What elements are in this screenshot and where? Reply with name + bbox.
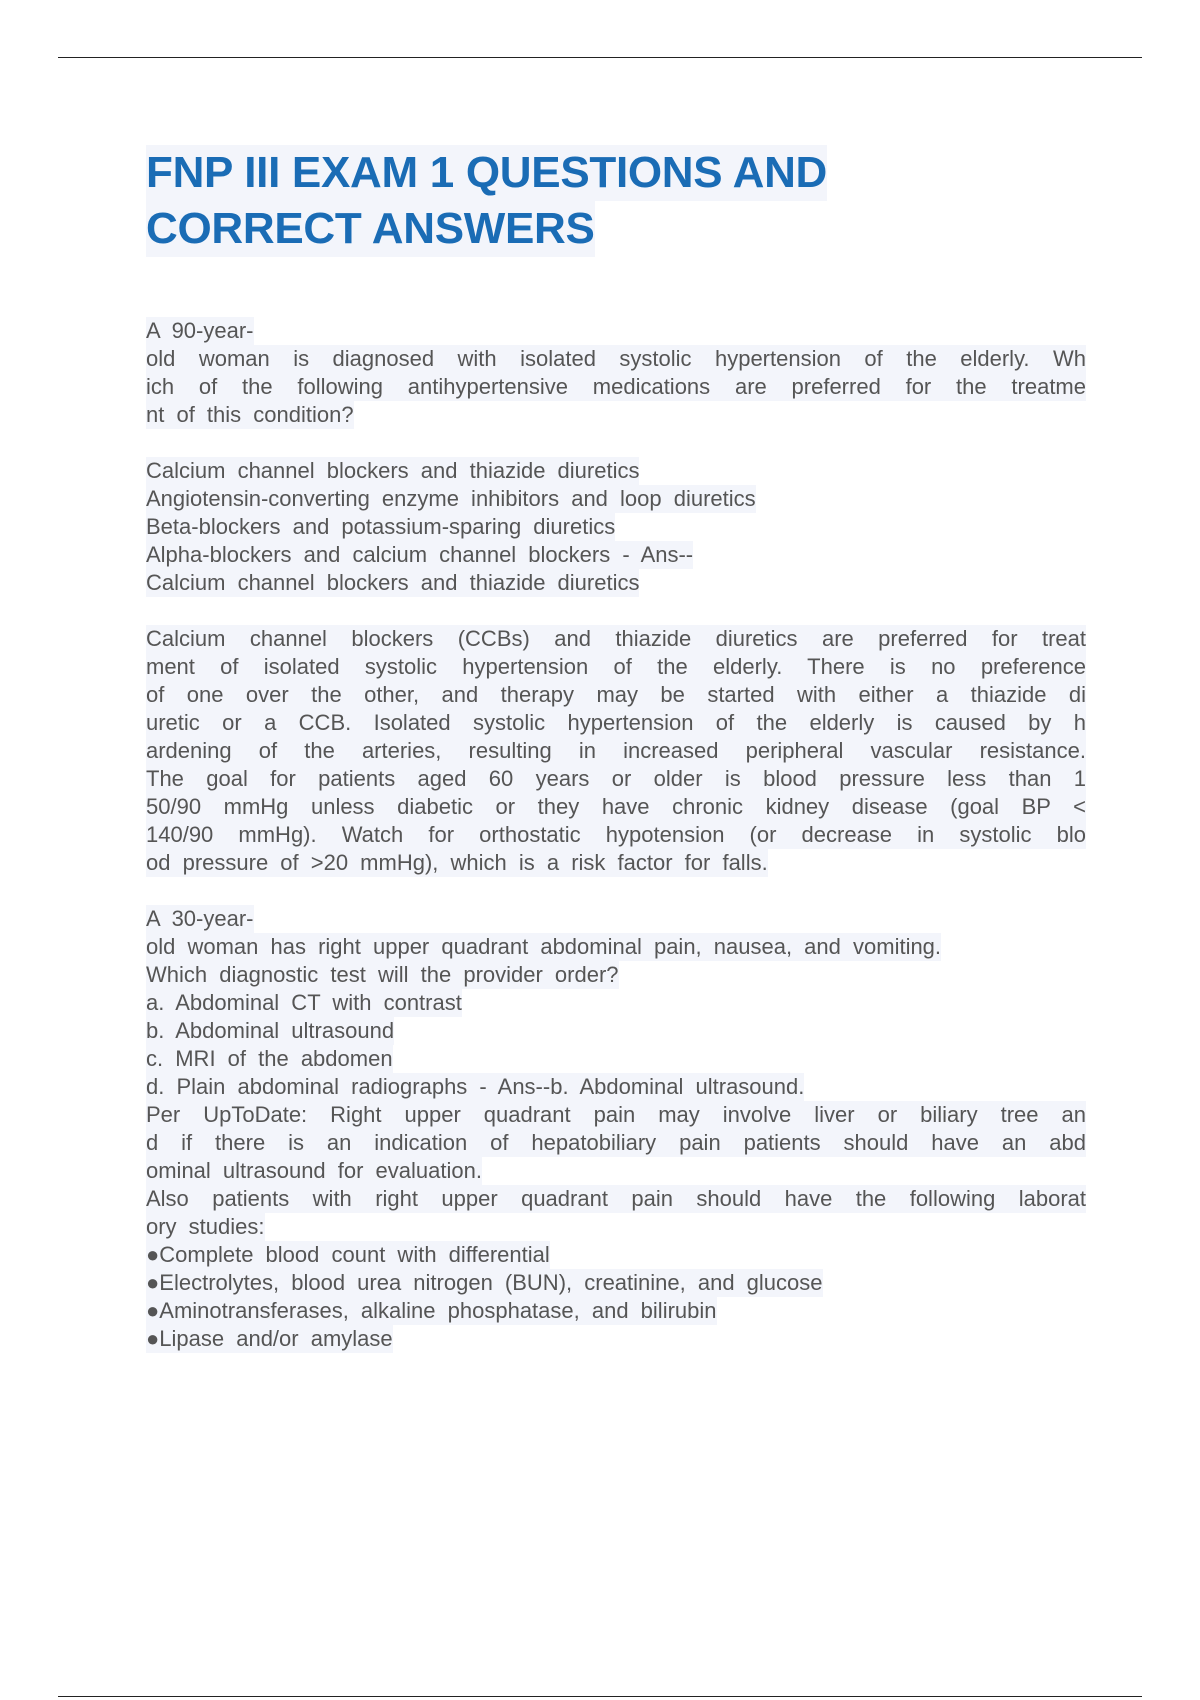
question-1-rationale-line: Calcium channel blockers (CCBs) and thiazide diuretics are preferred for treat <box>146 626 1086 651</box>
question-2-option: a. Abdominal CT with contrast <box>146 990 462 1015</box>
question-2-rationale-line: ory studies: <box>146 1214 265 1239</box>
title-line: FNP III EXAM 1 QUESTIONS AND <box>146 145 827 201</box>
question-2-line: A 30-year- <box>146 906 254 931</box>
footer-rule <box>58 1696 1142 1697</box>
question-1-rationale-line: ment of isolated systolic hypertension of the elderly. There is no preference <box>146 654 1086 679</box>
lab-study-item: ●Electrolytes, blood urea nitrogen (BUN), creatinine, and glucose <box>146 1270 823 1295</box>
question-1-line: nt of this condition? <box>146 402 354 427</box>
lab-study-item: ●Aminotransferases, alkaline phosphatase, and bilirubin <box>146 1298 717 1323</box>
question-1-rationale-line: 50/90 mmHg unless diabetic or they have chronic kidney disease (goal BP < <box>146 794 1086 819</box>
question-1-option: Calcium channel blockers and thiazide diuretics <box>146 458 640 483</box>
lab-study-item: ●Lipase and/or amylase <box>146 1326 393 1351</box>
question-2-rationale-line: Also patients with right upper quadrant pain should have the following laborat <box>146 1186 1086 1211</box>
question-2-rationale-line: d if there is an indication of hepatobiliary pain patients should have an abd <box>146 1130 1086 1155</box>
question-1 <box>146 317 1086 877</box>
question-2 <box>146 905 1086 1353</box>
question-1-rationale-line: of one over the other, and therapy may be started with either a thiazide di <box>146 682 1086 707</box>
question-1-option: Angiotensin-converting enzyme inhibitors and loop diuretics <box>146 486 756 511</box>
document-title <box>146 145 1086 257</box>
question-1-rationale-line: The goal for patients aged 60 years or older is blood pressure less than 1 <box>146 766 1086 791</box>
document-body <box>146 145 1086 1353</box>
question-1-rationale-line: 140/90 mmHg). Watch for orthostatic hypotension (or decrease in systolic blo <box>146 822 1086 847</box>
title-line: CORRECT ANSWERS <box>146 201 595 257</box>
header-rule <box>58 57 1142 58</box>
question-1-line: A 90-year- <box>146 318 254 343</box>
question-2-option: b. Abdominal ultrasound <box>146 1018 395 1043</box>
question-1-rationale-line: uretic or a CCB. Isolated systolic hypertension of the elderly is caused by h <box>146 710 1086 735</box>
question-2-line: old woman has right upper quadrant abdominal pain, nausea, and vomiting. <box>146 934 942 959</box>
question-2-answer: d. Plain abdominal radiographs - Ans--b. Abdominal ultrasound. <box>146 1074 805 1099</box>
question-2-rationale-line: ominal ultrasound for evaluation. <box>146 1158 482 1183</box>
question-1-option: Alpha-blockers and calcium channel blockers - Ans-- <box>146 542 694 567</box>
question-1-line: old woman is diagnosed with isolated systolic hypertension of the elderly. Wh <box>146 346 1086 371</box>
question-2-line: Which diagnostic test will the provider order? <box>146 962 619 987</box>
question-1-rationale-line: ardening of the arteries, resulting in increased peripheral vascular resistance. <box>146 738 1086 763</box>
question-1-option: Beta-blockers and potassium-sparing diuretics <box>146 514 616 539</box>
question-2-rationale-line: Per UpToDate: Right upper quadrant pain may involve liver or biliary tree an <box>146 1102 1086 1127</box>
lab-study-item: ●Complete blood count with differential <box>146 1242 550 1267</box>
question-2-option: c. MRI of the abdomen <box>146 1046 393 1071</box>
question-1-rationale-line: od pressure of >20 mmHg), which is a risk factor for falls. <box>146 850 768 875</box>
question-1-answer: Calcium channel blockers and thiazide diuretics <box>146 570 640 595</box>
question-1-line: ich of the following antihypertensive medications are preferred for the treatme <box>146 374 1086 399</box>
